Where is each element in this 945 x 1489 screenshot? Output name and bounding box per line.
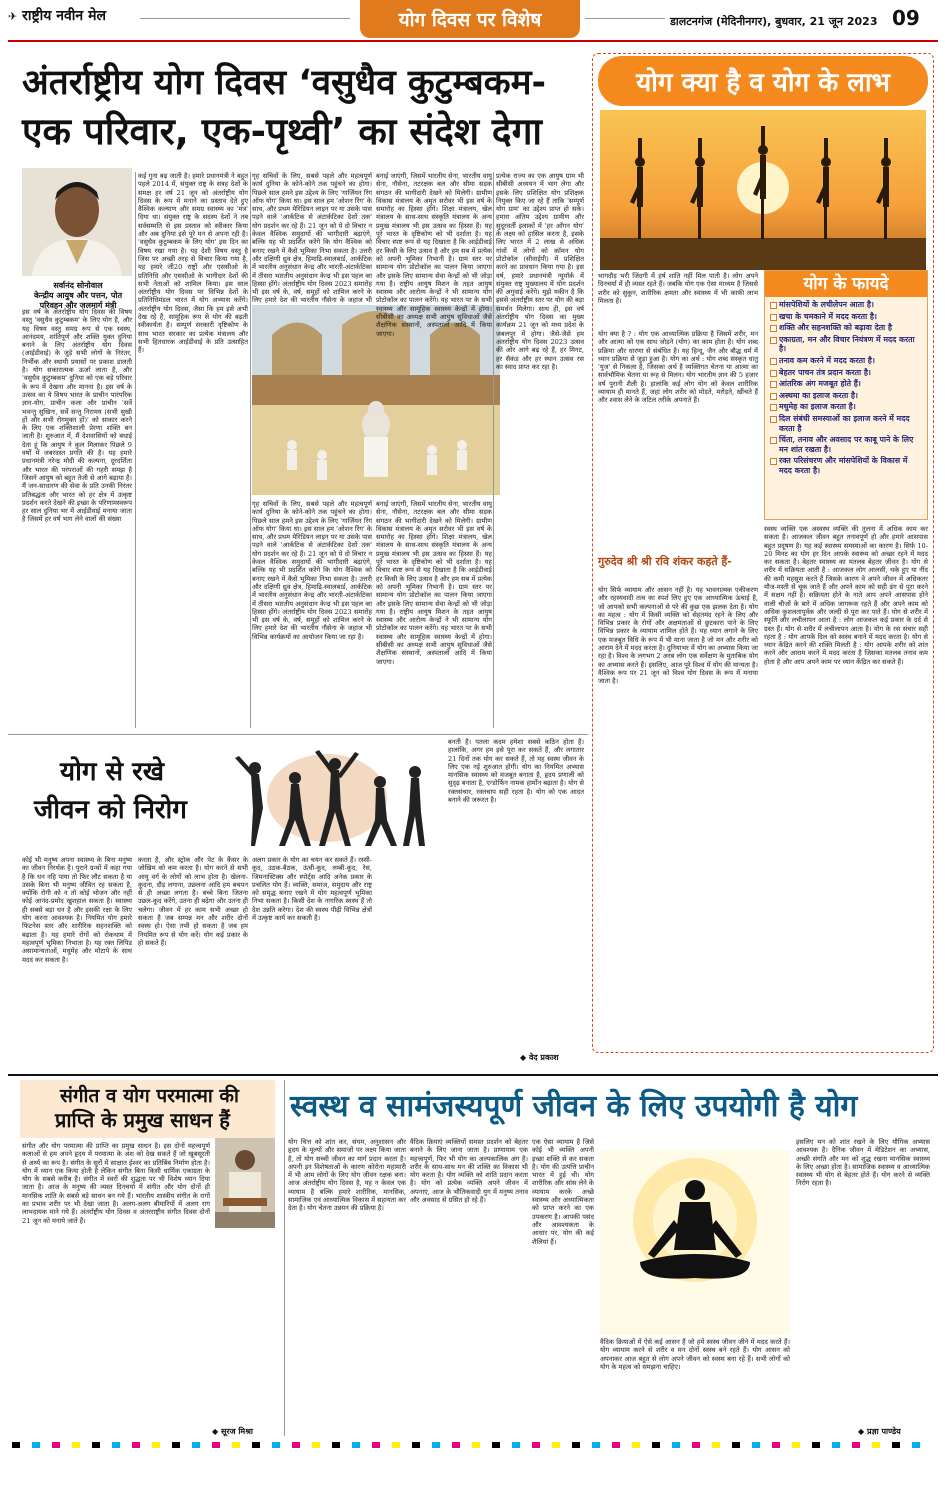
feature-body-3: स्वस्थ व्यक्ति एक अस्वस्थ व्यक्ति की तुलना में अधिक काम कर सकता है। आजकल जीवन बहुत तनावपूर्ण हो और हमारे आसपास बहुत प्रदूषण है। यह कई स्वास्थ्य समस्याओं का कारण है। सिर्फ 10-20 मिनट का योग हर दिन आपके स्वास्थ्य को अच्छा रहने में मदद कर सकता है। बेहतर स्वास्थ्य का मतलब बेहतर जीवन है। योग से शरीर में सक्रियता आती है : आजकल लोग आलसी, थके हुए या नींद की कमी महसूस करते हैं जिसके कारण वे अपने जीवन में अधिकतर मौज-मस्ती से चूक जाते हैं और अपने काम को सही ढंग से पूरा करने में सक्षम नहीं हैं। सक्रियता होने के नाते आप अपने आसपास होने वाली चीजों के बारे में अधिक जागरूक रहते हैं और अपने काम को अधिक कुशलतापूर्वक और जल्दी से पूरा कर पाते हैं। योग से शरीर में स्फूर्ति और लचीलापन आता है : लोग आजकल कई प्रकार के दर्द से ग्रस्त हैं। योग से शरीर में लचीलापन आता है। योग के रस संचार सही रहता है : योग आपके दिल को स्वस्थ बनाने में मदद करता है। योग से ध्यान केंद्रित करने की शक्ति मिलती है : योग आपके शरीर को शांत करने और आराम करने में मदद करता है जिसका मतलब तनाव कम होता है और आप अपने काम पर ध्यान केंद्रित कर सकते हैं। (764, 525, 928, 666)
registration-swatch (32, 1442, 40, 1448)
column-divider (135, 172, 136, 728)
header-rule (8, 40, 938, 42)
benefit-item: रक्त परिसंचरण और मांसपेशियों के विकास में मदद करता है। (769, 456, 923, 475)
benefit-item: चिंता, तनाव और अवसाद पर काबू पाने के लिए मन शांत रखता है। (769, 435, 923, 454)
registration-swatch (512, 1442, 520, 1448)
column-divider (250, 172, 251, 728)
yoga-poses-icon (215, 738, 440, 856)
author-title-1: केन्द्रीय आयुष और पत्तन, पोत (33, 290, 123, 300)
registration-swatch (372, 1442, 380, 1448)
benefit-item: अस्थमा का इलाज करता है। (769, 391, 923, 401)
registration-swatch (112, 1442, 120, 1448)
bottom-col-2: वैदिक क्रियाएं व्यक्तियों समस्त प्रदर्शन को बेहतर बनाने के लिए जाना जाता है। प्राणायाम एक महत्त्वपूर्ण, फिर भी योग का अल्पकालिक अंग है। शरीर के साथ-साथ मन की शक्ति का विकास भी योग करता है। योग व्यक्ति को शांति प्रदान करता है। योग को प्रत्येक व्यक्ति अपने जीवन में अपनाएं, आज के भौतिकवादी युग में मनुष्य तनाव और अवसाद से ग्रसित हो रहे हैं। (410, 1138, 528, 1205)
registration-swatch (612, 1442, 620, 1448)
bottom-byline: ◆ प्रज्ञा पाण्डेय (858, 1426, 901, 1436)
lead-col-2: कई गुना बढ़ जाती है। हमारे प्रधानमंत्री ने बहुत पहले 2014 में, संयुक्त राष्ट्र के सत्रह देशों के समक्ष हर वर्ष 21 जून को अंतर्राष्ट्रीय योग दिवस के रूप में मनाने का प्रस्ताव देते हुए वैश्विक कल्याण और समग्र स्वास्थ्य का 'मंत्र' दिया था। संयुक्त राष्ट्र के सदस्य देशों ने तब सर्वसम्मति से इस प्रस्ताव को स्वीकार किया और अब दुनिया इसे पूरे मन से अपना रही है। 'वसुधैव कुटुम्बकम के लिए योग' इस दिन का विषय रखा गया है। यह देशी विषय वस्तु है जिस पर अच्छी तरह से विचार किया गया है, यह हमारे जी20 राष्ट्रों और एससीओ के प्रतिनिधि और एससीओ के भागीदार देशों की सभी नेताओं को शामिल किया। इस साल अंतर्राष्ट्रीय योग दिवस पर विभिन्न देशों के प्रतिनिधिमंडल भारत में योग अभ्यास करेंगे। अंतर्राष्ट्रीय योग दिवस, जैसा कि हम इसे अभी देख रहे हैं, सामूहिक रूप से योग की बढ़ती स्वीकार्यता है। सम्पूर्ण सरकारी दृष्टिकोण के साथ भारत सरकार का प्रत्येक मंत्रालय और सभी हितधारक आईडीवाई के प्रति उत्साहित हैं। (138, 172, 248, 355)
registration-strip (8, 1440, 938, 1450)
benefit-item: दिल संबंधी समस्याओं का इलाज करने में मदद करता है (769, 414, 923, 433)
benefit-item: मधुमेह का इलाज करता है। (769, 402, 923, 412)
benefit-item: शक्ति और सहनशक्ति को बढ़ावा देता है (769, 323, 923, 333)
registration-swatch (352, 1442, 360, 1448)
paper-rule-right (585, 18, 665, 19)
bottom-col-4: वैदिक क्रियाओं में ऐसे कई आसन हैं जो हमें स्वस्थ जीवन जीने में मदद करते हैं। योग व्यायाम करने से शरीर व मन दोनों स्वस्थ बने रहते हैं। योग आसन को अपनाकर आज बहुत से लोग अपने जीवन को स्वस्थ बना रहे हैं। सभी लोगों को योग के महत्व को समझना चाहिए। (600, 1338, 790, 1371)
guru-heading: गुरुदेव श्री श्री रवि शंकर कहते हैं- (598, 555, 732, 568)
musician-icon (215, 1138, 275, 1228)
registration-swatch (772, 1442, 780, 1448)
registration-swatch (332, 1442, 340, 1448)
feature-title: योग क्या है व योग के लाभ (598, 56, 928, 106)
lead-col-3b: गृह सचिवों के लिए, सबसे पहले और महत्वपूर्ण कार्य दुनिया के कोने-कोने तक पहुंचने का होगा। पिछले साल हमने इस उद्देश्य के लिए 'गार्जियन रिंग ऑफ योग' किया था। इस साल हम 'ओशन रिंग' के साथ, और प्रथम मेरिडियन लाइन पर या उसके पास पड़ने वाले 'आर्कटिक से अंटार्कटिका देशों तक' योग प्रदर्शन कर रहे हैं। 21 जून को ये दो विचार न केवल वैश्विक समुदायों की भागीदारी बढ़ाएंगे, बल्कि यह भी प्रदर्शित करेंगे कि योग वैश्विक को बनाए रखने में कैसे भूमिका निभा सकता है। उत्तरी और दक्षिणी ध्रुव क्षेत्र, हिमाद्रि-स्वालबार्ड, आर्कटिक में भारतीय अनुसंधान केन्द्र और भारती-अंटार्कटिका में तीसरा भारतीय अनुसंधान केन्द्र भी इस पहल का हिस्सा होंगे। अंतर्राष्ट्रीय योग दिवस 2023 समारोह भी इस वर्ष के, वर्ष, समूहों को शामिल करने के लिए हमारे देश की भारतीय नौसेना के जहाज भी विभिन्न कार्यक्रमों का आयोजन किया जा रहा है। (252, 500, 372, 641)
benefits-box (764, 270, 928, 520)
music-title-line1: संगीत व योग परमात्मा की (60, 1085, 239, 1107)
registration-swatch (492, 1442, 500, 1448)
lead-col-1: इस वर्ष के अंतर्राष्ट्रीय योग दिवस की विषय वस्तु 'वसुधैव कुटुम्बकम' के लिए योग है, और यह विषय वस्तु समग्र रूप से एक स्वस्थ, आनंदमय, शांतिपूर्ण और शक्ति युक्त दुनिया बनाने के लिए अंतर्राष्ट्रीय योग दिवस (आईडीवाई) के जुड़े सभी लोगों के निरंतर, निर्भीक और स्थायी प्रयासों पर प्रकाश डालती है। योग सकारात्मक ऊर्जा लाता है, और 'वसुधैव कुटुम्बकम' दुनिया को एक बड़े परिवार के रूप में देखना और मानना है। इस वर्ष के उत्सव का ये विषय भारत के प्राचीन पारंपरिक ज्ञान-योग, प्राचीन कला और प्राचीन 'सर्वे भवन्तु सुखिनः, सर्वे सन्तु निरामय (सभी सुखी हों और सभी रोगमुक्त हों)' को साकार करने के लिए एक शक्तिशाली प्रेरणा शक्ति बन जाती है। शुरुआत में, मैं देशवासियों को बधाई देता हूं कि आयुष ने कुल मिलाकर पिछले 9 वर्षों में जबरदस्त प्रगति की है। यह हमारे प्रधानमंत्री नरेन्द्र मोदी की कल्पना, दूरदर्शिता और भारत की परंपराओं की गहरी समझ है जिसने आयुष को बहुत तेजी से आगे बढ़ाया है। मैं जन-साधारण की सेवा के प्रति उनकी निरंतर प्रतिबद्धता और भारत को हर क्षेत्र में उत्कृष्ट प्रदर्शन करते देखने की इच्छा के परिणामस्वरूप हर साल दुनिया भर में आईडीवाई मनाया जाता है जिसमें हर वर्ष भाग लेने वालों की संख्या (22, 308, 132, 524)
registration-swatch (632, 1442, 640, 1448)
dateline: डालटनगंज (मेदिनीनगर), बुधवार, 21 जून 2023 (670, 15, 878, 28)
registration-swatch (472, 1442, 480, 1448)
paper-rule-left (140, 18, 350, 19)
meditation-image (600, 1150, 790, 1335)
registration-swatch (812, 1442, 820, 1448)
registration-swatch (152, 1442, 160, 1448)
yoga-silhouettes-image (215, 738, 440, 856)
registration-swatch (312, 1442, 320, 1448)
health-col-1: कोई भी मनुष्य अपना स्वास्थ्य के बिना मनुष्य का जीवन निरर्थक है। पुराने ग्रन्थों में कहा गया है कि धन नहि पाया तो फिर लौट सकता है या उसके बिना भी मनुष्य जीवित रह सकता है, क्योंकि रोगी को न तो कोई भोजन और नहीं कोई आनंद-प्रमोद खुशहाल सकता है। स्वास्थ्य ही सबसे बड़ा धन है और इसकी रक्षा के लिए योग करना आवश्यक है। नियमित योग हमारे फिटनेस स्तर और शारीरिक सहनशक्ति को बढ़ाता है। यह हमारे रोगों को रोकथाम में महत्वपूर्ण भूमिका निभाता है। यह रक्त लिपिड असामान्यताओं, मधुमेह और मोटापे के साथ मदद कर सकता है। (22, 856, 132, 964)
paper-name: राष्ट्रीय नवीन मेल (22, 8, 106, 24)
registration-swatch (272, 1442, 280, 1448)
registration-swatch (92, 1442, 100, 1448)
lead-headline-line2: एक परिवार, एक-पृथ्वी’ का संदेश देगा (22, 110, 542, 153)
author-name: सर्वानंद सोनोवाल (53, 280, 103, 290)
registration-swatch (592, 1442, 600, 1448)
registration-swatch (572, 1442, 580, 1448)
sunset-yoga-photo (600, 110, 926, 270)
feature-intro: भागदौड़ भरी जिंदगी में हर्ष शांति नहीं मिल पाती है। लोग अपने दिनचर्या में ही व्यस्त रहते हैं। जबकि योग एक ऐसा माध्यम है जिससे शरीर को सुकून, शारीरिक क्षमता और स्वास्थ्य में भी काफी लाभ मिलता है। (598, 272, 758, 305)
bottom-col-1: योग चित्त को शांत कर, संयम, अनुशासन और हृदय के मूल्यों और समाजों पर लक्ष्य किया जाता है, तो योग सच्ची जीवन का मार्ग प्रदान करता है। अपनी इन विशेषताओं के कारण कोरोना महामारी में भी आम लोगों के लिए योग जीवन रक्षक बना। आज अंतर्राष्ट्रीय योग दिवस है, यह न केवल एक व्यायाम है बल्कि हमारे शारीरिक, मानसिक, सामाजिक एवं आध्यात्मिक विकास में सहायता कर देता है। योग चेतना उन्नयन की प्रक्रिया है। (288, 1138, 406, 1213)
lead-col-4b: बनाई जाएंगी, जिसमें भारतीय सेना, भारतीय वायु सेना, नौसेना, तटरक्षक बल और सीमा सड़क संगठन की भागीदारी देखने को मिलेगी। ग्रामीण विकास मंत्रालय के अमृत सरोवर भी इस वर्ष के समारोह का हिस्सा होंगे। शिक्षा मंत्रालय, खेल मंत्रालय के साथ-साथ संस्कृति मंत्रालय के अन्य प्रमुख मंत्रालय भी इस उत्सव का हिस्सा हैं। यह पूरे भारत के दृष्टिकोण को भी दर्शाता है। यह विचार स्पष्ट रूप से यह दिखाता है कि आईडीवाई हर किसी के लिए उत्सव है और हम सब में प्रत्येक को अपनी भूमिका निभानी है। ग्राम स्तर पर सामान्य योग प्रोटोकॉल का पालन किया जाएगा और इसके लिए सामान्य सेवा केन्द्रों को भी जोड़ा गया है। राष्ट्रीय आयुष मिशन के तहत आयुष स्वास्थ्य और आरोग्य केन्द्रों ने भी सामान्य योग प्रोटोकॉल का पालन करेंगे। यह भारत पर के सभी स्वास्थ्य और सामूहिक स्वास्थ्य केन्द्रों में होगा। सीबीसी का अध्यक्ष सभी आयुष सुविधाओं जैसे शैक्षणिक संस्थानों, अस्पतालों आदि में किया जाएगा। (376, 500, 492, 666)
musician-image (215, 1138, 275, 1228)
registration-swatch (712, 1442, 720, 1448)
registration-swatch (432, 1442, 440, 1448)
health-title-line2: जीवन को निरोग (34, 795, 187, 825)
registration-swatch (912, 1442, 920, 1448)
lead-col-5: प्रत्येक राज्य का एक आयुष ग्राम भी सीबीसी अध्ययन में भाग लेगा और इसके लिए प्रशिक्षित योग प्रशिक्षक नियुक्त किए जा रहे हैं ताकि 'सम्पूर्ण योग ग्राम' का उद्देश्य प्राप्त हो सके। हमारा अंतिम उद्देश्य ग्रामीण और सुदूरवर्ती इलाकों में 'हर आँगन योग' के लक्ष्य को हासिल करना है, इसके लिए भारत में 2 लाख से अधिक गांवों में लोगों को कॉमन योग प्रोटोकॉल (सीवाईपी) में प्रशिक्षित करने का प्रावधान किया गया है। इस वर्ष, हमारे प्रधानमंत्री न्यूयॉर्क में संयुक्त राष्ट्र मुख्यालय में योग प्रदर्शन की अगुवाई करेंगे। मुझे यकीन है कि इससे अंतर्राष्ट्रीय स्तर पर योग की बड़ा समर्थन मिलेगा। साथ ही, इस वर्ष अंतर्राष्ट्रीय योग दिवस का मुख्य कार्यक्रम 21 जून को मध्य प्रदेश के जबलपुर में होगा। जैसे-जैसे हम अंतर्राष्ट्रीय योग दिवस 2023 उत्सव की ओर आगे बढ़ रहे हैं, हर मिनट, हर सैकंड और हर स्थान उत्सव रस का स्वाद प्राप्त कर रहा है। (496, 172, 584, 371)
author-caption (22, 280, 134, 310)
lead-headline-line1: अंतर्राष्ट्रीय योग दिवस ‘वसुधैव कुटुम्बकम- (22, 63, 547, 103)
benefits-title: योग के फायदे (765, 271, 927, 297)
feature-body-1: योग क्या है ? : योग एक आध्यात्मिक प्रक्रिया है जिसमें शरीर, मन और आत्मा को एक साथ जोड़ने (योग) का काम होता है। योग शब्द प्रक्रिया और धारणा से संबंधित है। यह हिन्दू, जैन और बौद्ध धर्म में ध्यान प्रक्रिया से जुड़ा हुआ है। योग का अर्थ : योग शब्द संस्कृत धातु 'युज' से निकला है, जिसका अर्थ है व्यक्तिगत चेतना या आत्मा का सार्वभौमिक चेतना या रूह से मिलन। योग भारतीय ज्ञान की 5 हजार वर्ष पुरानी शैली है। हालांकि कई लोग योग को केवल शारीरिक व्यायाम ही मानते हैं, जहां लोग शरीर को मोड़ते, मरोड़ते, खींचते हैं और श्वास लेने के जटिल तरीके अपनाते हैं। (598, 330, 758, 405)
benefit-item: बेहतर पाचन तंत्र प्रदान करता है। (769, 368, 923, 378)
registration-swatch (732, 1442, 740, 1448)
meditation-icon (600, 1150, 790, 1335)
music-title-line2: प्राप्ति के प्रमुख साधन हैं (55, 1108, 230, 1132)
benefit-item: तनाव कम करने में मदद करता है। (769, 356, 923, 366)
registration-swatch (72, 1442, 80, 1448)
lead-col-4: बनाई जाएंगी, जिसमें भारतीय सेना, भारतीय वायु सेना, नौसेना, तटरक्षक बल और सीमा सड़क संगठन की भागीदारी देखने को मिलेगी। ग्रामीण विकास मंत्रालय के अमृत सरोवर भी इस वर्ष के समारोह का हिस्सा होंगे। शिक्षा मंत्रालय, खेल मंत्रालय के साथ-साथ संस्कृति मंत्रालय के अन्य प्रमुख मंत्रालय भी इस उत्सव का हिस्सा हैं। यह पूरे भारत के दृष्टिकोण को भी दर्शाता है। यह विचार स्पष्ट रूप से यह दिखाता है कि आईडीवाई हर किसी के लिए उत्सव है और हम सब में प्रत्येक को अपनी भूमिका निभानी है। ग्राम स्तर पर सामान्य योग प्रोटोकॉल का पालन किया जाएगा और इसके लिए सामान्य सेवा केन्द्रों को भी जोड़ा गया है। राष्ट्रीय आयुष मिशन के तहत आयुष स्वास्थ्य और आरोग्य केन्द्रों ने भी सामान्य योग प्रोटोकॉल का पालन करेंगे। यह भारत पर के सभी स्वास्थ्य और सामूहिक स्वास्थ्य केन्द्रों में होगा। सीबीसी का अध्यक्ष सभी आयुष सुविधाओं जैसे शैक्षणिक संस्थानों, अस्पतालों आदि में किया जाएगा। (376, 172, 492, 338)
registration-swatch (852, 1442, 860, 1448)
registration-swatch (552, 1442, 560, 1448)
registration-swatch (132, 1442, 140, 1448)
bird-icon: ✈ (8, 10, 18, 23)
registration-swatch (832, 1442, 840, 1448)
health-title-line1: योग से रखे (60, 757, 165, 787)
registration-swatch (52, 1442, 60, 1448)
section-banner: योग दिवस पर विशेष (360, 0, 580, 38)
registration-swatch (532, 1442, 540, 1448)
sunset-yoga-icon (600, 110, 926, 270)
registration-swatch (792, 1442, 800, 1448)
feature-body-2: योग सिर्फ व्यायाम और आसन नहीं है। यह भावनात्मक एकीकरण और रहस्यवादी तत्व का स्पर्श लिए हुए एक आध्यात्मिक ऊंचाई है, जो आपको सभी कल्पनाओं से परे की कुछ एक झलक देता है। योग का महत्व : योग में किसी व्यक्ति को सेहतमंद रहने के लिए और विभिन्न प्रकार के रोगों और अक्षमताओं से छुटकारा पाने के लिए विभिन्न प्रकार के व्यायाम शामिल होते हैं। यह ध्यान लगाने के लिए एक मजबूत विधि के रूप में भी माना जाता है जो मन और शरीर को आराम देने में मदद करता है। दुनियाभर में योग का अभ्यास किया जा रहा है। विश्व के लगभग 2 अरब लोग एक सर्वेक्षण के मुताबिक योग का अभ्यास करते हैं। इसलिए, आज पूरे विश्व में योग की मान्यता है। वैश्विक रूप पर 21 जून को विश्व योग दिवस के रूप में मनाया जाता है। (598, 586, 758, 686)
author-portrait (22, 168, 132, 276)
health-col-2: करता है, और स्ट्रोक और पेट के कैंसर के जोखिम को कम करता है। योग करने से सभी आयु वर्ग के लोगों को लाभ होता है। खेलना-कूदना, दौड़ लगाना, उछलना आदि हम बचपन से ही अच्छा लगता है। बच्चे बिना जितना उछल-कूद करेंगे, उतना ही बढ़ेगा और उतना ही चलेगा। जीवन में हर काम सभी अच्छा हो सकता है जब सम्पन्न मन और शरीर दोनों स्वस्थ हो। ऐसा तभी हो सकता है जब हम नियमित रूप से योग करें। योग कई प्रकार के हो सकते हैं। (138, 856, 248, 947)
registration-swatch (672, 1442, 680, 1448)
benefit-item: खचा के चमकाने में मदद करता है। (769, 312, 923, 322)
registration-swatch (392, 1442, 400, 1448)
section-divider (8, 734, 588, 735)
registration-swatch (412, 1442, 420, 1448)
registration-swatch (212, 1442, 220, 1448)
benefit-item: आंतरिक अंग मजबूत होते हैं। (769, 379, 923, 389)
health-col-3: अलग प्रकार के योग का चयन कर सकते हैं। रस्सी-कूद, उठक-बैठक, ऊंची-कूद, लम्बी-कूद, रेस, जिमनास्टिक्स और स्पोर्ट्स आदि अनेक प्रकार के प्रचलित योग हैं। व्यक्ति, समाज, समुदाय और राष्ट्र को समृद्ध बनाए रखने में योग महत्वपूर्ण भूमिका निभा सकता है। किसी देश के नागरिक स्वस्थ हैं तो देश उन्नति करेगा। देश की स्वस्थ पीढ़ी विभिन्न क्षेत्रों में उत्कृष्ट कार्य कर सकती है। (252, 856, 372, 923)
benefit-item: मांसपेशियों के लचीलेपन आता है। (769, 300, 923, 310)
registration-swatch (692, 1442, 700, 1448)
registration-swatch (892, 1442, 900, 1448)
registration-swatch (292, 1442, 300, 1448)
registration-swatch (172, 1442, 180, 1448)
registration-swatch (232, 1442, 240, 1448)
registration-swatch (252, 1442, 260, 1448)
music-body: संगीत और योग परमात्मा की प्राप्ति का प्रमुख साधन है। इस दोनों महत्त्वपूर्ण कलाओं से हम अपने हृदय में परमात्मा के अंश को देख सकते हैं जो खूबसूरती से अर्थ्य का रूप है। संगीत के सुरों में साक्षात ईश्वर का प्रतिबिंब निर्माण होता है। योग में ध्यान एक किया होती है लेकिन संगीत बिना किसी धार्मिक एकाग्रता के योग के सबसे करीब है। संगीत में स्वरों की शुद्धता पर भी विशेष ध्यान दिया जाता है। आज के मनुष्य की व्यस्त दिनचर्या में संगीत और योग दोनों ही मानसिक शांति के सबसे बड़े साधन बन गये हैं। भारतीय शास्त्रीय संगीत के रागों का प्रभाव शरीर पर भी देखा जाता है। अलग-अलग बीमारियों में अलग राग लाभदायक माने गये हैं। अंतर्राष्ट्रीय योग दिवस व अंतरराष्ट्रीय संगीत दिवस दोनों 21 जून को मनाये जाते हैं। (22, 1142, 210, 1225)
paper-logo (8, 6, 106, 25)
registration-swatch (872, 1442, 880, 1448)
registration-swatch (12, 1442, 20, 1448)
registration-swatch (652, 1442, 660, 1448)
music-byline: ◆ सूरज मिश्रा (212, 1426, 253, 1436)
bottom-col-5: इसलिए मन को शांत रखने के लिए यौगिक अभ्यास आवश्यक है। दैनिक जीवन में मेडिटेशन का अभ्यास, अच्छी संगति और मन को शुद्ध रखना मानसिक स्वास्थ्य के लिए अच्छा होता है। सामाजिक स्वास्थ्य व आध्यात्मिक स्वास्थ्य भी योग से बेहतर होते हैं। योग करने से व्यक्ति निरोग रहता है। (796, 1138, 930, 1188)
page-number: 09 (892, 6, 920, 30)
column-divider (284, 1080, 285, 1436)
person-icon (22, 168, 132, 276)
column-divider (493, 172, 494, 728)
bottom-headline: स्वस्थ व सामंजस्यपूर्ण जीवन के लिए उपयोगी है योग (290, 1089, 858, 1124)
registration-swatch (192, 1442, 200, 1448)
health-col-4: बनती है। पतला कदम हमेशा सबसे कठिन होता है। हालांकि, अगर हम इसे पूरा कर सकते हैं, और लगातार 21 दिनों तक योग कर सकते हैं, तो यह स्वस्थ जीवन के लिए एक नई शुरुआत होगी। योग का नियमित अभ्यास मानसिक स्वास्थ्य को मजबूत बनाता है, हृदय प्रणाली को सुदृढ़ बनाता है, एन्डोर्फिन नामक हार्मोन बढ़ाता है। योग से रक्तसंचार, रक्तचाप सही रहता है। योग को एक आदत बनाने की जरूरत है। (448, 738, 584, 805)
bottom-rule (8, 1074, 938, 1076)
health-byline: ◆ वेद प्रकाश (520, 1052, 559, 1062)
lead-col-3a: गृह सचिवों के लिए, सबसे पहले और महत्वपूर्ण कार्य दुनिया के कोने-कोने तक पहुंचने का होगा। पिछले साल हमने इस उद्देश्य के लिए 'गार्जियन रिंग ऑफ योग' किया था। इस साल हम 'ओशन रिंग' के साथ, और प्रथम मेरिडियन लाइन पर या उसके पास पड़ने वाले 'आर्कटिक से अंटार्कटिका देशों तक' योग प्रदर्शन कर रहे हैं। 21 जून को ये दो विचार न केवल वैश्विक समुदायों की भागीदारी बढ़ाएंगे, बल्कि यह भी प्रदर्शित करेंगे कि योग वैश्विक को बनाए रखने में कैसे भूमिका निभा सकता है। उत्तरी और दक्षिणी ध्रुव क्षेत्र, हिमाद्रि-स्वालबार्ड, आर्कटिक में भारतीय अनुसंधान केन्द्र और भारती-अंटार्कटिका में तीसरा भारतीय अनुसंधान केन्द्र भी इस पहल का हिस्सा होंगे। अंतर्राष्ट्रीय योग दिवस 2023 समारोह भी इस वर्ष के, वर्ष, समूहों को शामिल करने के लिए हमारे देश की भारतीय नौसेना के जहाज भी (252, 172, 372, 305)
registration-swatch (452, 1442, 460, 1448)
registration-swatch (752, 1442, 760, 1448)
author-title-2: परिवहन और जलमार्ग मंत्री (39, 300, 117, 310)
bottom-col-3: एक ऐसा व्यायाम है जिसे कोई भी व्यक्ति अपनी इच्छा शक्ति से कर सकता है। योग की उत्पत्ति प्राचीन भारत में हुई थी। योग शारीरिक और सांस लेने के व्यायाम करके अच्छे स्वास्थ्य और अध्यात्मिकता को प्राप्त करने का एक उपकरण है। आपकी पसंद और आवश्यकता के आधार पर, योग की कई शैलियां हैं। (532, 1138, 594, 1246)
benefit-item: एकाग्रता, मन और विचार नियंत्रण में मदद करता है। (769, 335, 923, 354)
benefits-list (765, 297, 927, 481)
